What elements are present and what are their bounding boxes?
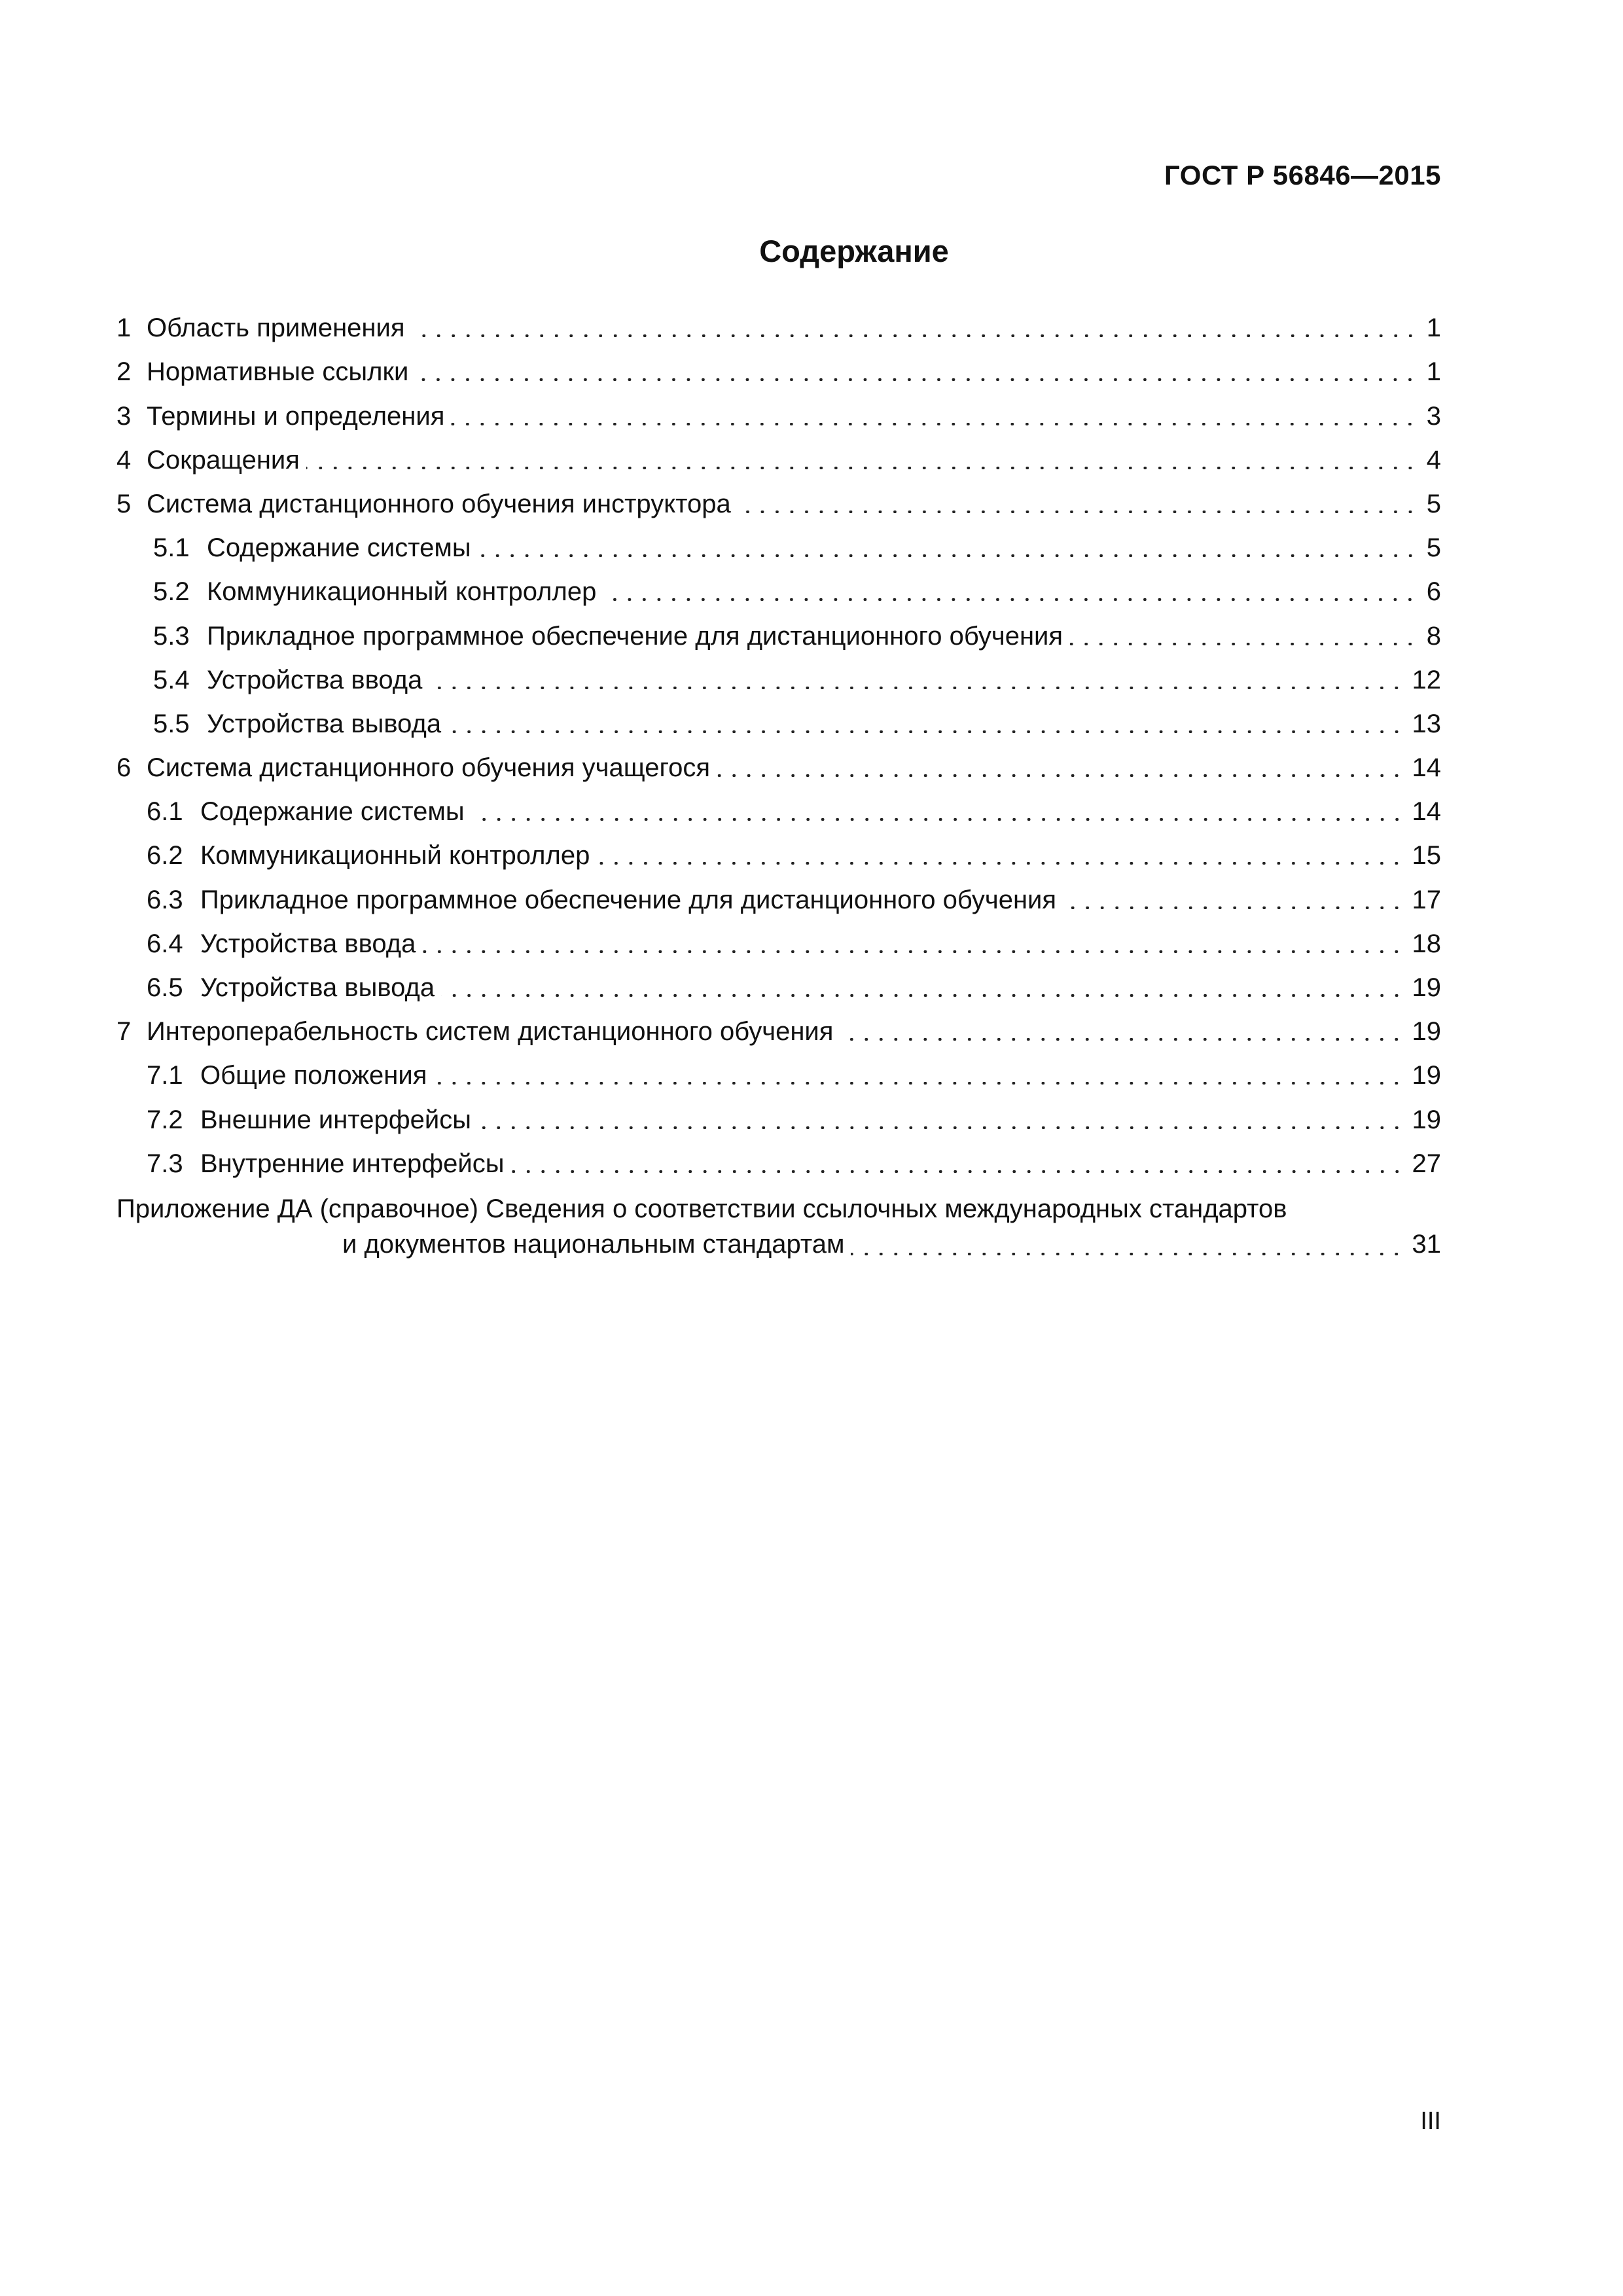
dot-leader — [451, 423, 1418, 425]
toc-entry-title: Содержание системы — [207, 533, 471, 563]
toc-page-number: 5 — [1426, 489, 1441, 518]
toc-entry-title: Коммуникационный контроллер — [207, 577, 597, 607]
toc-annex-entry[interactable] — [116, 1187, 1441, 1268]
dot-leader — [603, 598, 1418, 601]
toc-entry-title: Устройства ввода — [207, 665, 423, 694]
toc-entry-number: 7.3 — [147, 1149, 183, 1178]
toc-page-number: 6 — [1426, 577, 1441, 607]
toc-entry-number: 3 — [116, 401, 132, 431]
toc-page-number: 13 — [1412, 709, 1441, 738]
toc-entry-number: 5 — [116, 489, 132, 518]
dot-leader — [1069, 643, 1418, 645]
toc-page-number: 1 — [1426, 357, 1441, 387]
toc-page-number: 5 — [1426, 533, 1441, 563]
dot-leader — [738, 511, 1418, 513]
toc-entry[interactable] — [116, 835, 1441, 879]
toc-entry-number: 6.4 — [147, 929, 183, 958]
toc-entry-number: 6.5 — [147, 973, 183, 1002]
toc-entry-number: 7.2 — [147, 1105, 183, 1134]
toc-entry-title: Интероперабельность систем дистанционного обучения — [147, 1017, 834, 1047]
dot-leader — [840, 1038, 1404, 1041]
toc-entry-number: 6 — [116, 753, 132, 783]
dot-leader — [471, 818, 1404, 821]
toc-entry[interactable] — [116, 440, 1441, 484]
toc-entry[interactable] — [116, 615, 1441, 659]
toc-entry-title: Устройства вывода — [200, 973, 435, 1002]
toc-entry[interactable] — [116, 1011, 1441, 1055]
toc-entry[interactable] — [116, 571, 1441, 615]
toc-entry[interactable] — [116, 1099, 1441, 1143]
toc-entry-number: 5.2 — [153, 577, 190, 607]
toc-page-number: 1 — [1426, 314, 1441, 343]
page-number-roman: III — [1420, 2108, 1441, 2135]
toc-entry[interactable] — [116, 747, 1441, 791]
toc-entry-title: Область применения — [147, 314, 405, 343]
toc-page-number: 18 — [1412, 929, 1441, 958]
toc-entry-number: 5.3 — [153, 621, 190, 651]
toc-page-number: 17 — [1412, 885, 1441, 914]
toc-entry[interactable] — [116, 308, 1441, 351]
dot-leader — [511, 1170, 1404, 1173]
toc-title: Содержание — [759, 234, 949, 268]
toc-entry-title: Система дистанционного обучения учащегося — [147, 753, 711, 783]
document-code: ГОСТ Р 56846—2015 — [1164, 160, 1441, 190]
toc-entry-number: 2 — [116, 357, 132, 387]
dot-leader — [415, 378, 1418, 381]
toc-entry-title: Коммуникационный контроллер — [200, 841, 590, 870]
toc-page-number: 12 — [1412, 665, 1441, 694]
toc-entry-title: Прикладное программное обеспечение для дистанционного обучения — [207, 621, 1063, 651]
table-of-contents — [116, 308, 1441, 1268]
toc-entry[interactable] — [116, 484, 1441, 528]
toc-entry[interactable] — [116, 967, 1441, 1011]
toc-entry-title: Система дистанционного обучения инструктора — [147, 489, 731, 518]
toc-entry-number: 6.2 — [147, 841, 183, 870]
toc-entry-title: Внешние интерфейсы — [200, 1105, 471, 1134]
toc-entry-title: Термины и определения — [147, 401, 445, 431]
dot-leader — [851, 1253, 1404, 1255]
dot-leader — [478, 1126, 1404, 1129]
toc-entry[interactable] — [116, 660, 1441, 704]
toc-page-number: 14 — [1412, 753, 1441, 783]
dot-leader — [422, 950, 1404, 953]
annex-title-line1: Приложение ДА (справочное) Сведения о соответствии ссылочных международных стандартов — [116, 1194, 1287, 1223]
toc-entry-title: Содержание системы — [200, 797, 465, 827]
dot-leader — [596, 862, 1404, 865]
toc-entry-title: Сокращения — [147, 445, 300, 475]
dot-leader — [412, 334, 1418, 337]
toc-entry[interactable] — [116, 395, 1441, 439]
toc-entry-number: 5.4 — [153, 665, 190, 694]
dot-leader — [306, 467, 1418, 469]
toc-entry-number: 4 — [116, 445, 132, 475]
dot-leader — [441, 994, 1404, 997]
toc-entry-title: Прикладное программное обеспечение для дистанционного обучения — [200, 885, 1057, 914]
toc-entry-title: Устройства вывода — [207, 709, 442, 738]
toc-page-number: 19 — [1412, 973, 1441, 1002]
toc-entry[interactable] — [116, 351, 1441, 395]
dot-leader — [717, 774, 1404, 777]
toc-page-number: 8 — [1426, 621, 1441, 651]
dot-leader — [433, 1082, 1404, 1085]
toc-entry[interactable] — [116, 528, 1441, 571]
toc-page-number: 3 — [1426, 401, 1441, 431]
toc-entry[interactable] — [116, 704, 1441, 747]
dot-leader — [429, 687, 1404, 689]
toc-page-number: 19 — [1412, 1105, 1441, 1134]
toc-entry[interactable] — [116, 1055, 1441, 1099]
toc-entry-number: 7.1 — [147, 1061, 183, 1090]
annex-title-line2: и документов национальным стандартам — [342, 1229, 845, 1259]
toc-entry-title: Нормативные ссылки — [147, 357, 409, 387]
toc-page-number: 14 — [1412, 797, 1441, 827]
toc-entry[interactable] — [116, 1143, 1441, 1187]
toc-entry-number: 6.1 — [147, 797, 183, 827]
toc-entry-number: 5.5 — [153, 709, 190, 738]
toc-entry[interactable] — [116, 879, 1441, 923]
toc-entry-number: 7 — [116, 1017, 132, 1047]
toc-entry[interactable] — [116, 791, 1441, 835]
toc-entry-number: 1 — [116, 314, 132, 343]
dot-leader — [448, 730, 1404, 733]
toc-entry-title: Общие положения — [200, 1061, 427, 1090]
toc-entry-number: 5.1 — [153, 533, 190, 563]
toc-page-number: 19 — [1412, 1061, 1441, 1090]
toc-entry-title: Устройства ввода — [200, 929, 416, 958]
toc-page-number: 15 — [1412, 841, 1441, 870]
toc-page-number: 4 — [1426, 445, 1441, 475]
dot-leader — [1063, 906, 1404, 909]
dot-leader — [478, 554, 1418, 557]
toc-page-number: 31 — [1412, 1229, 1441, 1259]
toc-page-number: 19 — [1412, 1017, 1441, 1047]
toc-page-number: 27 — [1412, 1149, 1441, 1178]
toc-entry[interactable] — [116, 924, 1441, 967]
toc-entry-title: Внутренние интерфейсы — [200, 1149, 505, 1178]
toc-entry-number: 6.3 — [147, 885, 183, 914]
